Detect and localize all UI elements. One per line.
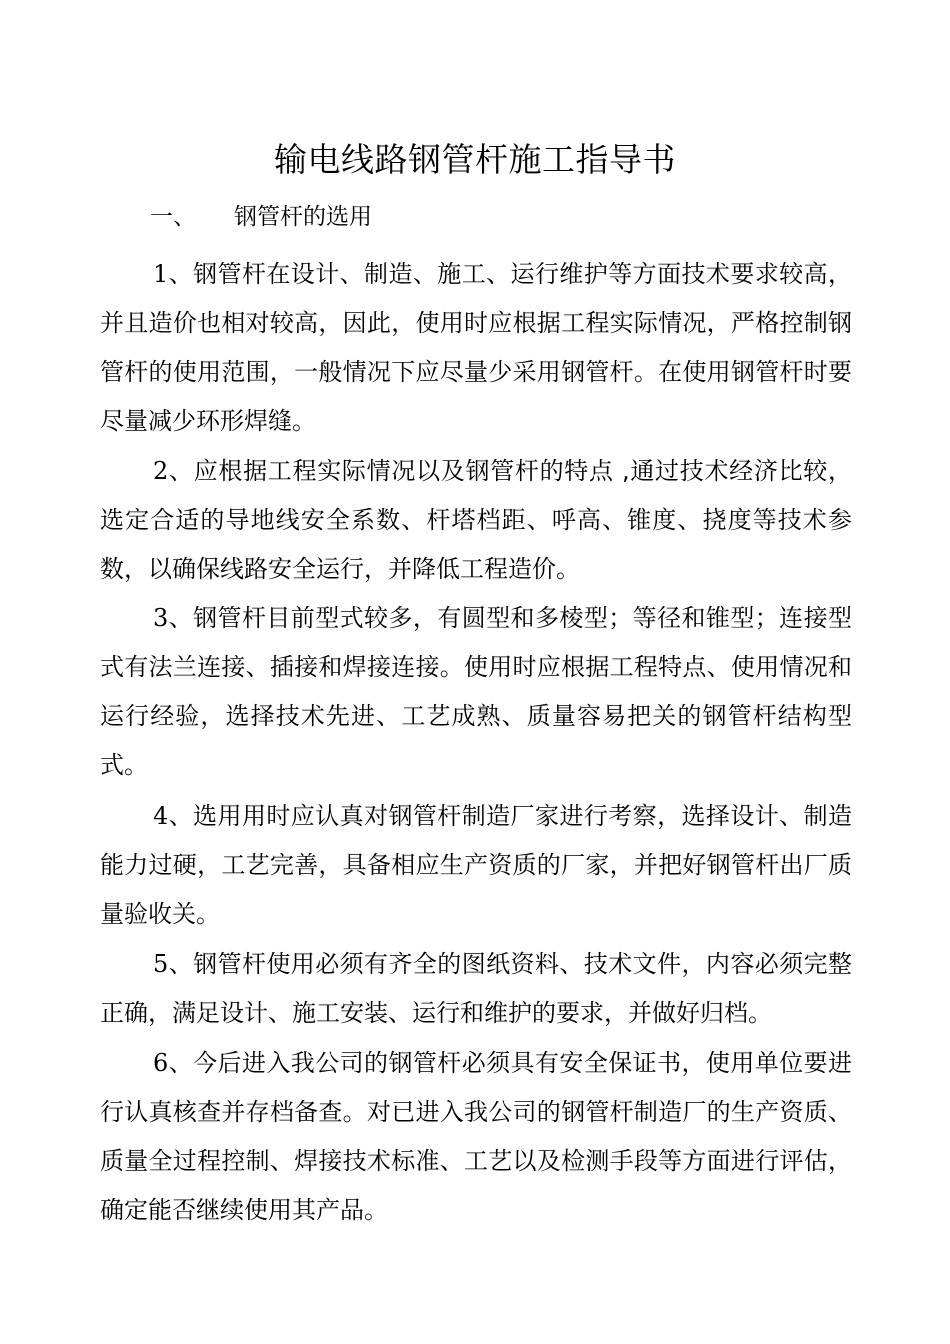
item-number: 5 (153, 950, 169, 978)
paragraph-item-3 (100, 594, 852, 790)
section-heading-text: 钢管杆的选用 (234, 204, 372, 230)
item-number: 4 (153, 802, 169, 830)
item-text: 、应根据工程实际情况以及钢管杆的特点 ,通过技术经济比较，选定合适的导地线安全系数、杆塔档距、呼高、锥度、挠度等技术参数，以确保线路安全运行，并降低工程造价。 (100, 457, 852, 583)
paragraph-item-5 (100, 940, 852, 1038)
item-number: 2 (153, 457, 169, 485)
item-number: 3 (153, 604, 169, 632)
section-marker: 一、 (150, 204, 196, 230)
item-text: 、选用用时应认真对钢管杆制造厂家进行考察，选择设计、制造能力过硬，工艺完善，具备相应生产资质的厂家，并把好钢管杆出厂质量验收关。 (100, 802, 852, 928)
item-text: 、钢管杆在设计、制造、施工、运行维护等方面技术要求较高，并且造价也相对较高，因此，使用时应根据工程实际情况，严格控制钢管杆的使用范围，一般情况下应尽量少采用钢管杆。在使用钢管杆时要尽量减少环形焊缝。 (100, 260, 852, 435)
item-number: 6 (153, 1049, 169, 1077)
section-heading (150, 200, 372, 234)
paragraph-item-6 (100, 1039, 852, 1235)
page-title: 输电线路钢管杆施工指导书 (274, 140, 676, 179)
paragraph-item-1 (100, 250, 852, 446)
item-number: 1 (153, 260, 169, 288)
paragraph-item-4 (100, 792, 852, 939)
item-text: 、今后进入我公司的钢管杆必须具有安全保证书，使用单位要进行认真核查并存档备查。对已进入我公司的钢管杆制造厂的生产资质、质量全过程控制、焊接技术标准、工艺以及检测手段等方面进行评估，确定能否继续使用其产品。 (100, 1049, 852, 1224)
item-text: 、钢管杆目前型式较多，有圆型和多棱型；等径和锥型；连接型式有法兰连接、插接和焊接连接。使用时应根据工程特点、使用情况和运行经验，选择技术先进、工艺成熟、质量容易把关的钢管杆结构型式。 (100, 604, 852, 779)
item-text: 、钢管杆使用必须有齐全的图纸资料、技术文件，内容必须完整正确，满足设计、施工安装、运行和维护的要求，并做好归档。 (100, 950, 852, 1027)
paragraph-item-2 (100, 447, 852, 594)
